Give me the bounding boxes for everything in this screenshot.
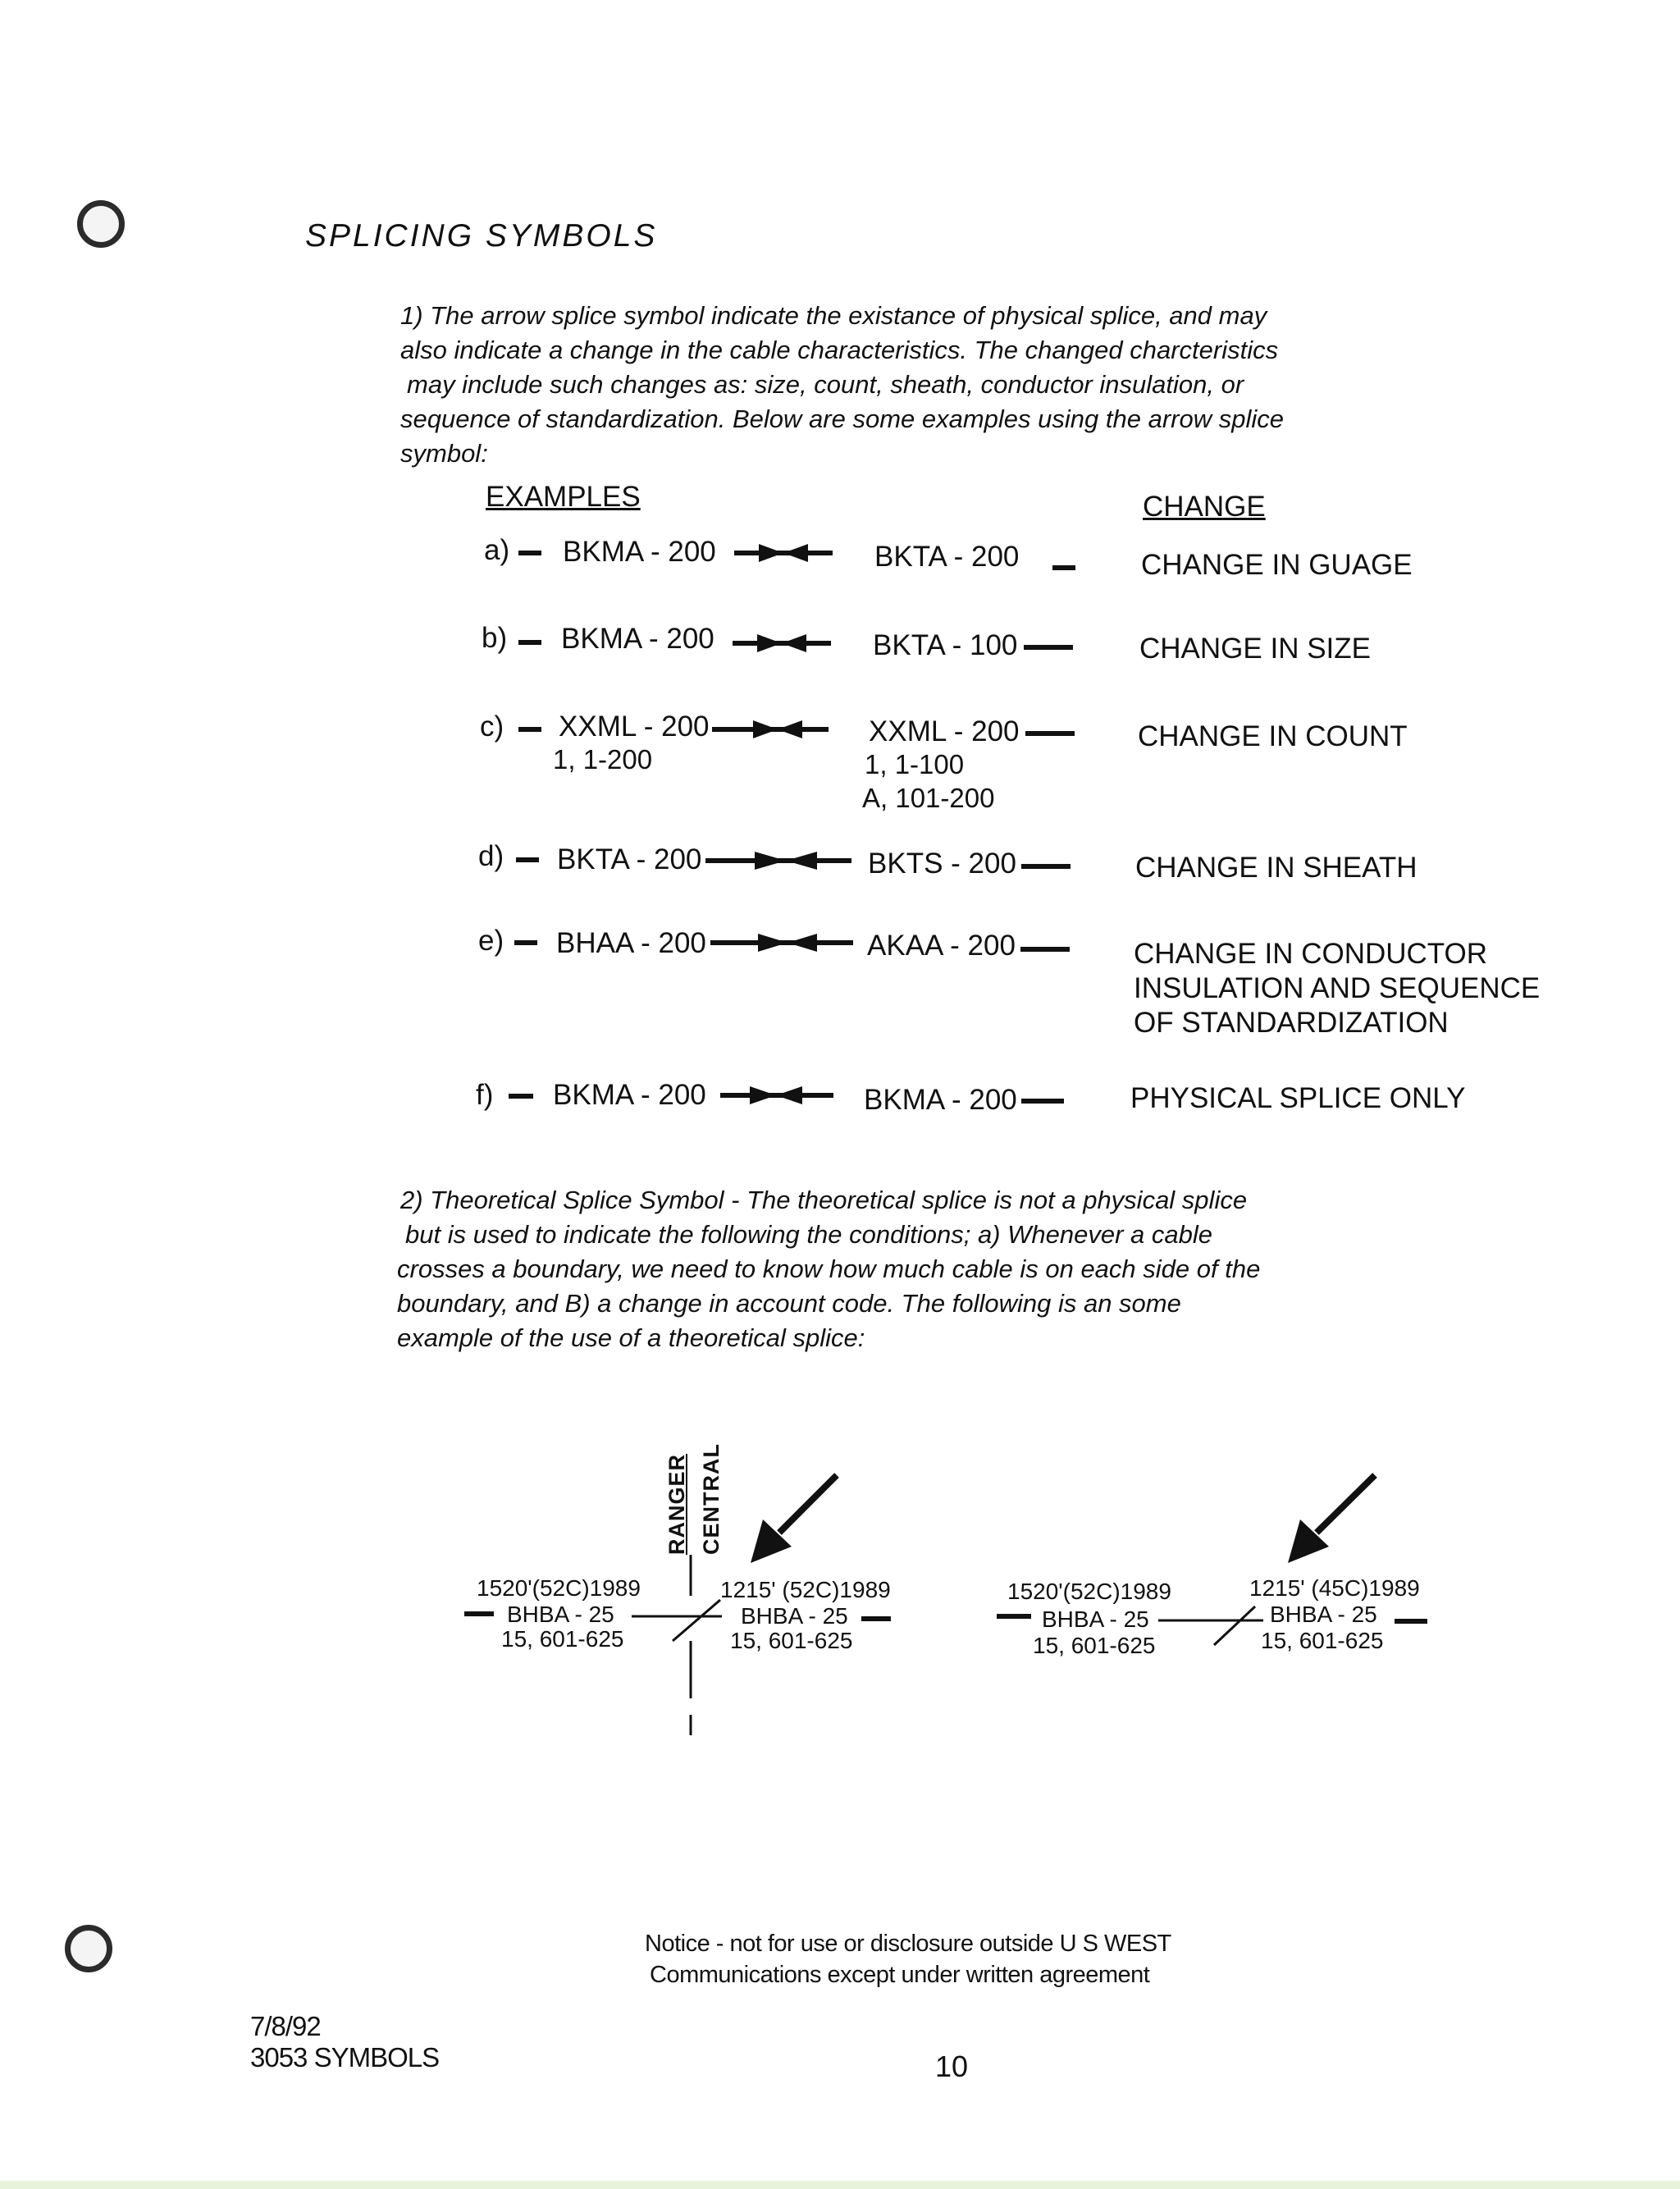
- notice-line: Notice - not for use or disclosure outside U S WEST: [645, 1931, 1171, 1957]
- page-number: 10: [935, 2050, 969, 2083]
- diagram1-right-cable: BHBA - 25: [741, 1603, 848, 1629]
- cable-right: BKTS - 200: [868, 848, 1016, 880]
- change-description: CHANGE IN COUNT: [1138, 720, 1408, 752]
- punch-hole-top: [77, 200, 125, 248]
- diagram1-left-cable: BHBA - 25: [507, 1602, 614, 1627]
- change-line: INSULATION AND SEQUENCE: [1134, 972, 1541, 1004]
- cable-trail-dash: [1395, 1619, 1427, 1624]
- cable-right-count: 1, 1-100: [865, 749, 965, 779]
- diagram2-left-length: 1520'(52C)1989: [1007, 1579, 1171, 1604]
- paragraph-line: 2) Theoretical Splice Symbol - The theoretical splice is not a physical splice: [400, 1186, 1248, 1214]
- examples-header: EXAMPLES: [486, 481, 641, 513]
- change-line: CHANGE IN CONDUCTOR: [1134, 938, 1488, 970]
- arrow-splice-icon: [710, 934, 853, 952]
- cable-left: BKTA - 200: [557, 843, 702, 875]
- lead-dash: [514, 940, 537, 945]
- trail-dash: [1024, 645, 1073, 650]
- arrow-splice-icon: [734, 544, 833, 562]
- boundary-label-central: CENTRAL: [699, 1443, 724, 1555]
- arrow-splice-icon: [733, 634, 831, 652]
- example-label: f): [476, 1079, 494, 1111]
- diagram1-left-length: 1520'(52C)1989: [477, 1575, 641, 1601]
- footer-doc-id: 3053 SYMBOLS: [250, 2042, 440, 2072]
- paragraph-line: but is used to indicate the following the conditions; a) Whenever a cable: [405, 1220, 1212, 1249]
- example-label: d): [478, 840, 504, 872]
- paragraph-line: sequence of standardization. Below are some examples using the arrow splice: [400, 404, 1284, 433]
- section2-paragraph: [397, 1183, 1261, 1355]
- lead-dash: [518, 640, 541, 645]
- notice-line: Communications except under written agreement: [650, 1962, 1150, 1988]
- diagram2-left-cable: BHBA - 25: [1042, 1606, 1149, 1632]
- cable-left: BKMA - 200: [563, 536, 716, 568]
- change-description: CHANGE IN GUAGE: [1141, 549, 1413, 581]
- theoretical-splice-slash-icon: [673, 1600, 720, 1641]
- cable-right: BKTA - 200: [874, 541, 1020, 573]
- cable-left: BHAA - 200: [556, 927, 706, 959]
- paragraph-line: crosses a boundary, we need to know how much cable is on each side of the: [397, 1254, 1261, 1283]
- paragraph-line: may include such changes as: size, count, sheath, conductor insulation, or: [407, 370, 1244, 399]
- arrow-splice-icon: [705, 852, 851, 870]
- paragraph-line: symbol:: [400, 439, 488, 468]
- footer-date: 7/8/92: [250, 2011, 321, 2041]
- cable-right-count: A, 101-200: [862, 783, 995, 813]
- example-label: c): [480, 711, 504, 743]
- paragraph-line: also indicate a change in the cable characteristics. The changed charcteristics: [400, 336, 1279, 364]
- lead-dash: [518, 551, 541, 555]
- cable-trail-dash: [861, 1616, 891, 1621]
- theoretical-splice-slash-icon: [1214, 1606, 1255, 1645]
- change-description: CHANGE IN SIZE: [1139, 633, 1371, 665]
- cable-left: BKMA - 200: [561, 623, 714, 655]
- example-label: a): [484, 534, 510, 566]
- example-label: e): [478, 925, 504, 957]
- arrow-splice-icon: [712, 720, 829, 738]
- diagram2-right-length: 1215' (45C)1989: [1249, 1575, 1420, 1601]
- confidentiality-notice: [645, 1928, 1171, 1990]
- lead-dash: [516, 857, 539, 862]
- page-edge: [0, 2181, 1680, 2189]
- paragraph-line: 1) The arrow splice symbol indicate the existance of physical splice, and may: [400, 301, 1267, 330]
- trail-dash: [1020, 947, 1070, 952]
- lead-dash: [518, 727, 541, 732]
- cable-right: XXML - 200: [869, 715, 1020, 747]
- diagram2-right-cable: BHBA - 25: [1270, 1602, 1377, 1627]
- trail-dash: [1052, 565, 1075, 570]
- paragraph-line: example of the use of a theoretical splice:: [397, 1323, 865, 1352]
- cable-lead-dash: [464, 1611, 494, 1616]
- pointer-arrow-icon: [1288, 1475, 1375, 1563]
- lead-dash: [509, 1094, 533, 1099]
- section1-paragraph: [400, 299, 1284, 471]
- trail-dash: [1021, 1099, 1064, 1104]
- example-label: b): [482, 622, 508, 654]
- cable-left: XXML - 200: [559, 711, 710, 743]
- diagram1-left-count: 15, 601-625: [501, 1626, 624, 1652]
- trail-dash: [1021, 864, 1071, 869]
- cable-right: AKAA - 200: [867, 930, 1016, 962]
- cable-left: BKMA - 200: [553, 1079, 706, 1111]
- trail-dash: [1025, 731, 1075, 736]
- diagram2-left-count: 15, 601-625: [1033, 1633, 1156, 1658]
- diagram2-right-count: 15, 601-625: [1261, 1628, 1384, 1653]
- change-description: [1134, 937, 1540, 1040]
- paragraph-line: boundary, and B) a change in account code. The following is an some: [397, 1289, 1181, 1318]
- boundary-label-ranger: RANGER: [664, 1453, 689, 1555]
- cable-lead-dash: [997, 1614, 1031, 1619]
- change-description: PHYSICAL SPLICE ONLY: [1130, 1082, 1466, 1114]
- cable-right: BKTA - 100: [873, 629, 1018, 661]
- arrow-splice-icon: [720, 1086, 833, 1104]
- punch-hole-bottom: [65, 1925, 112, 1972]
- cable-right: BKMA - 200: [864, 1084, 1017, 1116]
- diagram1-right-count: 15, 601-625: [730, 1628, 853, 1653]
- change-line: OF STANDARDIZATION: [1134, 1007, 1449, 1039]
- cable-left-count: 1, 1-200: [553, 744, 653, 775]
- page-title: SPLICING SYMBOLS: [305, 218, 658, 254]
- change-header: CHANGE: [1143, 491, 1266, 523]
- change-description: CHANGE IN SHEATH: [1135, 852, 1418, 884]
- diagram1-right-length: 1215' (52C)1989: [720, 1577, 891, 1602]
- pointer-arrow-icon: [751, 1475, 837, 1563]
